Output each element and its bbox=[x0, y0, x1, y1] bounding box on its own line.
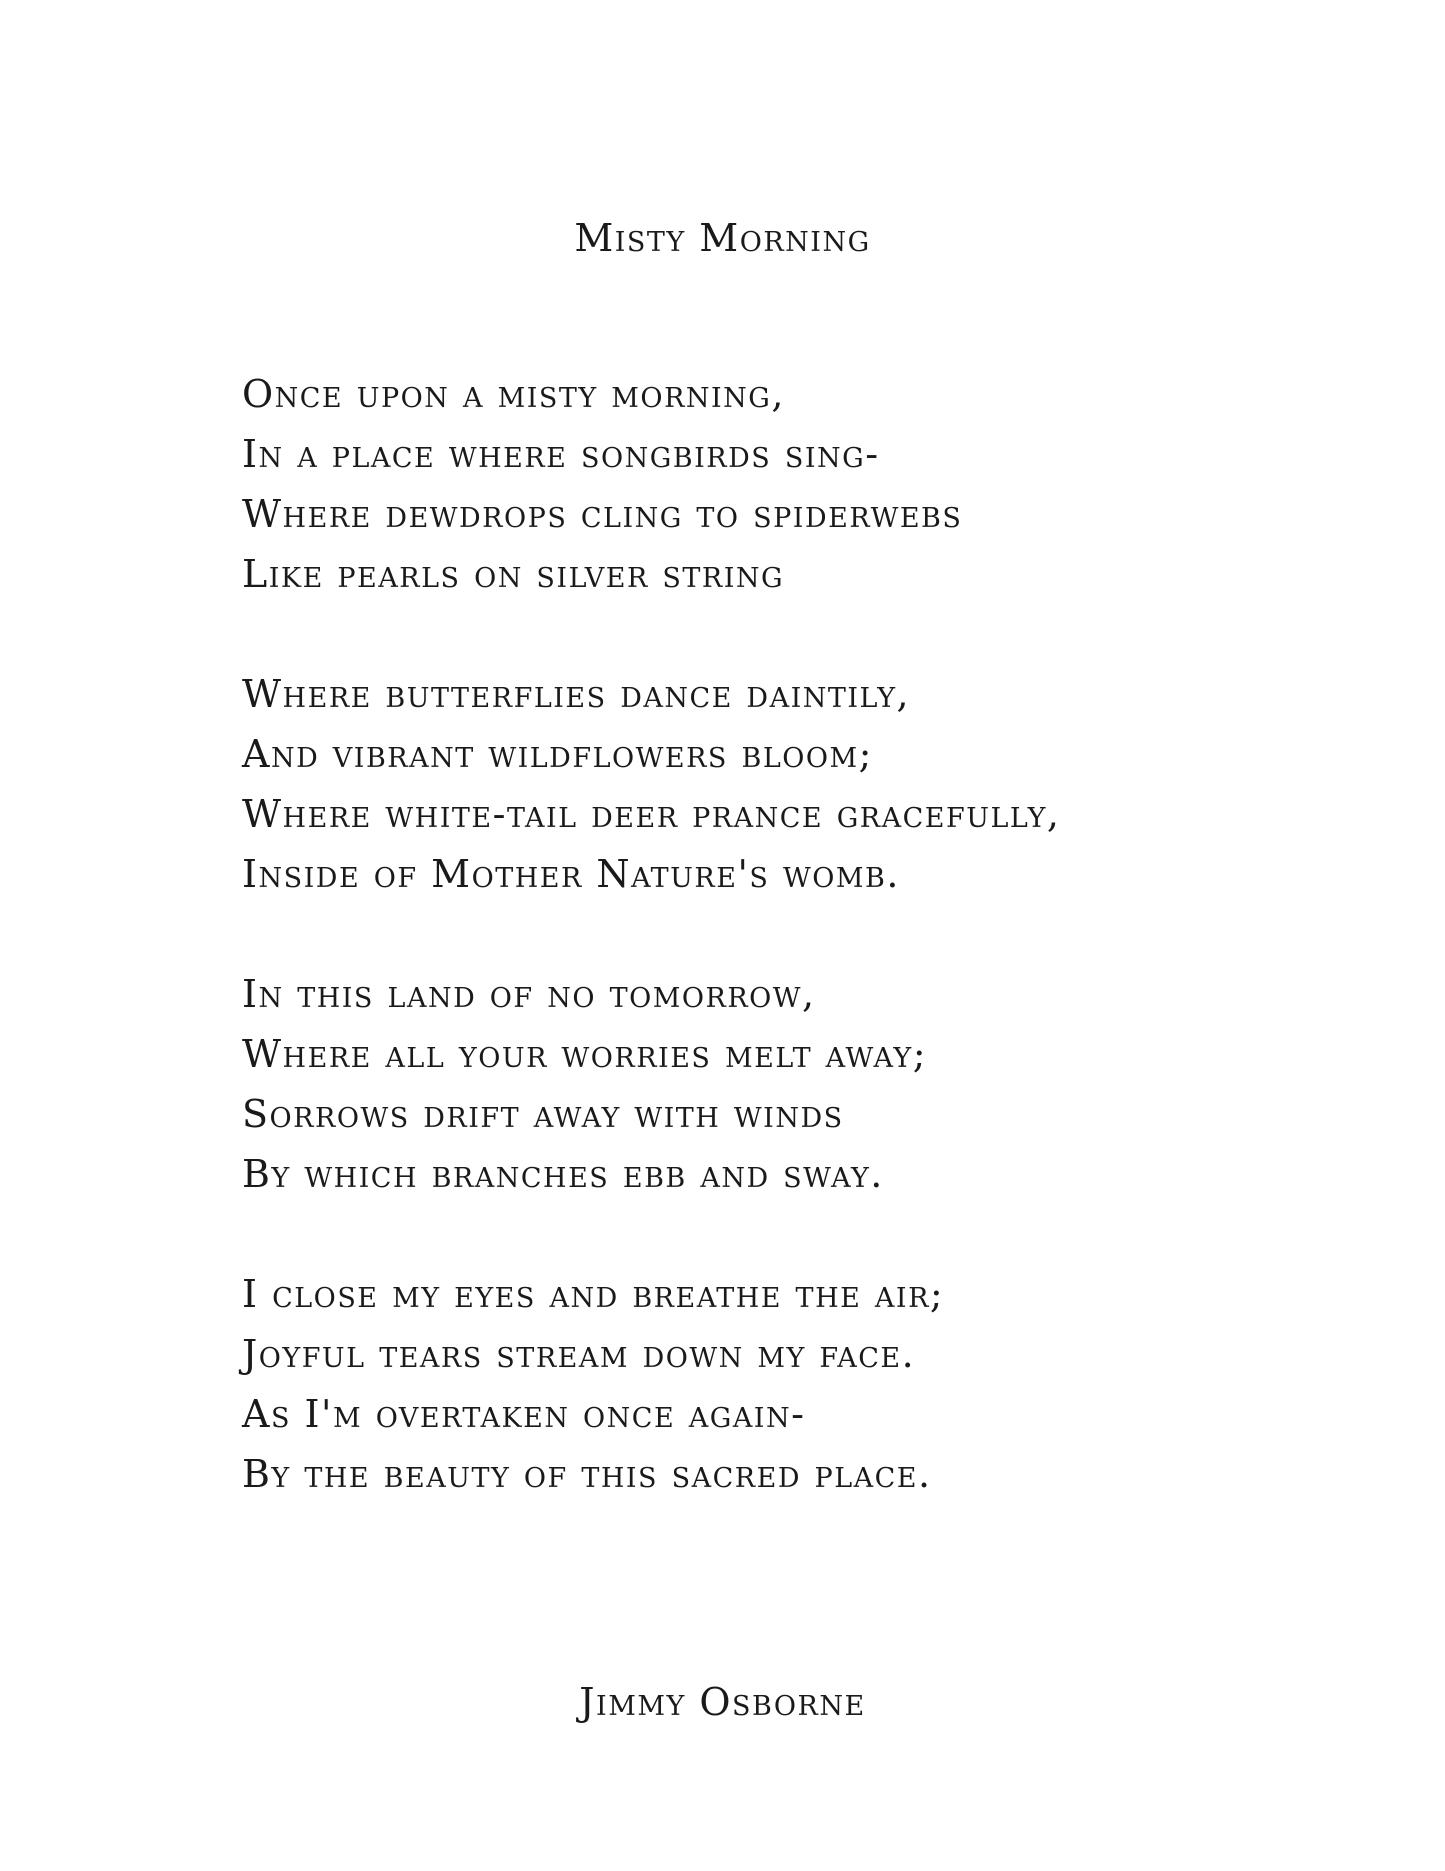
poem-line: Where white-tail deer prance gracefully, bbox=[242, 792, 1061, 836]
stanza-2 bbox=[242, 664, 1392, 904]
poem-title: Misty Morning bbox=[574, 216, 871, 260]
stanza-4 bbox=[242, 1264, 1392, 1504]
poem-line: By which branches ebb and sway. bbox=[242, 1152, 884, 1196]
poem-line: Where all your worries melt away; bbox=[242, 1032, 927, 1076]
poem-line: Inside of Mother Nature's womb. bbox=[242, 852, 900, 896]
poem-line: I close my eyes and breathe the air; bbox=[242, 1272, 945, 1316]
poem-line: In a place where songbirds sing- bbox=[242, 432, 880, 476]
poem-line: Where dewdrops cling to spiderwebs bbox=[242, 492, 963, 536]
poem-line: Once upon a misty morning, bbox=[242, 372, 785, 416]
stanza-3 bbox=[242, 964, 1392, 1204]
stanza-1 bbox=[242, 364, 1392, 604]
poem-author: Jimmy Osborne bbox=[579, 1680, 866, 1724]
poem-line: By the beauty of this sacred place. bbox=[242, 1452, 932, 1496]
poem-line: In this land of no tomorrow, bbox=[242, 972, 816, 1016]
poem-line: And vibrant wildflowers bloom; bbox=[242, 732, 873, 776]
poem-line: Sorrows drift away with winds bbox=[242, 1092, 844, 1136]
poem-body bbox=[242, 364, 1392, 1564]
poem-line: Joyful tears stream down my face. bbox=[242, 1332, 916, 1376]
poem-line: Like pearls on silver string bbox=[242, 552, 785, 596]
poem-line: Where butterflies dance daintily, bbox=[242, 672, 911, 716]
poem-line: As I'm overtaken once again- bbox=[242, 1392, 806, 1436]
